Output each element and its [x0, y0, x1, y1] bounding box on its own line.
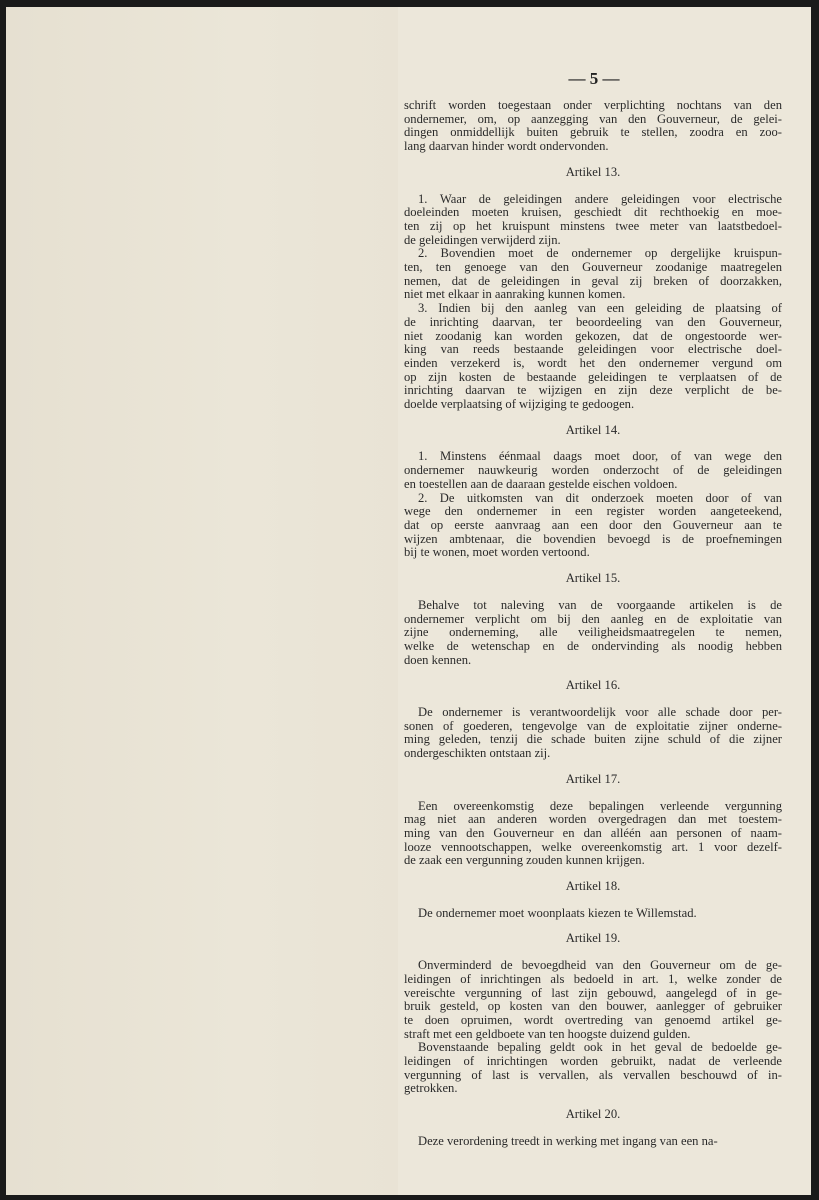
text-line: te doen opruimen, wordt overtreding van genoemd artikel ge- [404, 1012, 782, 1027]
article-heading: Artikel 15. [565, 571, 621, 586]
text-line: de zaak een vergunning zouden kunnen krijgen. [404, 853, 645, 868]
text-line: leidingen of inrichtingen als bedoeld in art. 1, welke zonder de [404, 971, 782, 986]
document-page [6, 7, 811, 1195]
text-line: op zijn kosten de bestaande geleidingen te verplaatsen of de [404, 369, 782, 384]
text-line: wijzen ambtenaar, die bovendien bevoegd is de proefnemingen [404, 531, 782, 546]
page-number: — 5 — [568, 69, 620, 88]
text-line: doelde verplaatsing of wijziging te gedoogen. [404, 397, 635, 412]
text-line: mag niet aan anderen worden overgedragen dan met toestem- [404, 812, 782, 827]
text-line: inrichting daarvan te wijzigen en zijn deze verplicht de be- [404, 383, 782, 398]
text-line: ming van den Gouverneur en dan alléén aan personen of naam- [404, 825, 782, 840]
text-line: Deze verordening treedt in werking met ingang van een na- [418, 1133, 718, 1148]
text-line: ten zij op het kruispunt minstens twee meter van laatstbedoel- [404, 218, 782, 233]
text-line: vereischte vergunning of last zijn gebouwd, aangelegd of in ge- [404, 985, 782, 1000]
article-heading: Artikel 19. [565, 931, 621, 946]
text-line: niet zoodanig kan worden gekozen, dat de ongestoorde wer- [404, 328, 782, 343]
text-line: De ondernemer is verantwoordelijk voor alle schade door per- [418, 705, 782, 720]
text-line: ondernemer verplicht om bij den aanleg en de exploitatie van [404, 611, 782, 626]
text-line: straft met een geldboete van ten hoogste duizend gulden. [404, 1026, 691, 1041]
text-line: Onverminderd de bevoegdheid van den Gouverneur om de ge- [418, 958, 782, 973]
text-line: sonen of goederen, tengevolge van de exploitatie zijner onderne- [404, 718, 782, 733]
text-line: 1. Minstens éénmaal daags moet door, of van wege den [418, 449, 782, 464]
article-heading: Artikel 20. [565, 1107, 621, 1122]
article-heading: Artikel 14. [565, 422, 621, 437]
text-line: dat op eerste aanvraag aan een door den Gouverneur aan te [404, 517, 782, 532]
text-line: de geleidingen verwijderd zijn. [404, 232, 561, 247]
article-heading: Artikel 16. [565, 678, 621, 693]
text-line: Bovenstaande bepaling geldt ook in het geval de bedoelde ge- [418, 1040, 782, 1055]
text-line: 2. De uitkomsten van dit onderzoek moeten door of van [418, 490, 782, 505]
text-line: doen kennen. [404, 652, 472, 667]
text-line: zijne onderneming, alle veiligheidsmaatregelen te nemen, [404, 625, 782, 640]
text-line: ming geleden, tenzij die schade buiten zijne schuld of die zijner [404, 732, 782, 747]
text-line: wege den ondernemer in een register worden aangeteekend, [404, 504, 782, 519]
text-line: en toestellen aan de daaraan gestelde eischen voldoen. [404, 476, 678, 491]
text-line: 3. Indien bij den aanleg van een geleiding de plaatsing of [418, 301, 782, 316]
text-line: looze vennootschappen, welke overeenkomstig art. 1 voor dezelf- [404, 839, 782, 854]
text-line: 2. Bovendien moet de ondernemer op dergelijke kruispun- [418, 246, 782, 261]
text-line: einden verzekerd is, wordt het den ondernemer vergund om [404, 355, 782, 370]
text-line: Een overeenkomstig deze bepalingen verleende vergunning [418, 798, 782, 813]
text-line: ondernemer, om, op aanzegging van den Gouverneur, de gelei- [404, 111, 782, 126]
text-line: nemen, dat de geleidingen in geval zij breken of doorzakken, [404, 273, 782, 288]
text-line: ten, ten genoege van den Gouverneur zoodanige maatregelen [404, 260, 782, 275]
text-line: Behalve tot naleving van de voorgaande artikelen is de [418, 597, 782, 612]
text-line: vergunning of last is vervallen, als vervallen beschouwd of in- [404, 1067, 782, 1082]
text-line: getrokken. [404, 1081, 458, 1096]
text-line: De ondernemer moet woonplaats kiezen te Willemstad. [418, 905, 697, 920]
text-line: ondergeschikten ontstaan zij. [404, 746, 551, 761]
text-line: lang daarvan hinder wordt ondervonden. [404, 139, 609, 154]
text-line: 1. Waar de geleidingen andere geleidingen voor electrische [418, 191, 782, 206]
left-blank-area [6, 7, 398, 1195]
text-line: bij te wonen, moet worden vertoond. [404, 545, 590, 560]
text-line: de inrichting daarvan, ter beoordeeling van den Gouverneur, [404, 314, 782, 329]
text-line: dingen onmiddellijk buiten gebruik te stellen, zoodra en zoo- [404, 125, 782, 140]
text-line: welke de wetenschap en de ondervinding als noodig hebben [404, 638, 782, 653]
text-line: doeleinden moeten kruisen, geschiedt dit rechthoekig en moe- [404, 205, 782, 220]
text-line: niet met elkaar in aanraking kunnen komen. [404, 287, 626, 302]
text-line: bruik gesteld, op kosten van den bouwer, aanlegger of gebruiker [404, 999, 782, 1014]
text-column [404, 99, 782, 1149]
article-heading: Artikel 17. [565, 771, 621, 786]
text-line: king van reeds bestaande geleidingen voor electrische doel- [404, 342, 782, 357]
text-line: leidingen of inrichtingen worden gebruikt, nadat de verleende [404, 1054, 782, 1069]
text-line: schrift worden toegestaan onder verplichting nochtans van den [404, 98, 782, 112]
article-heading: Artikel 18. [565, 879, 621, 894]
text-line: ondernemer nauwkeurig worden onderzocht of de geleidingen [404, 463, 782, 478]
article-heading: Artikel 13. [565, 164, 621, 179]
